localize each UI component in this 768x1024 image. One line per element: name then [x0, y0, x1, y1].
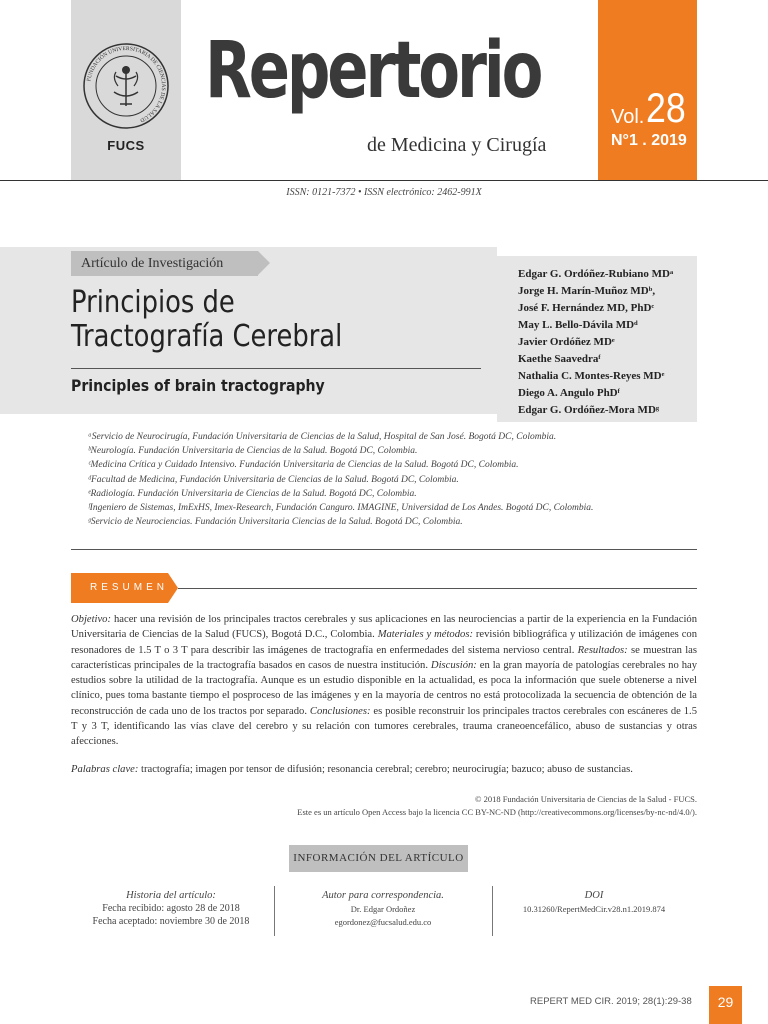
affiliation-item: ᵉRadiología. Fundación Universitaria de Ciencias de la Salud. Bogotá DC, Colombia.: [88, 488, 417, 499]
issue-number: N°1 . 2019: [611, 132, 687, 149]
affiliation-item: ᶜMedicina Crítica y Cuidado Intensivo. Fundación Universitaria de Ciencias de la Salud. Bogotá DC, Colombia.: [88, 460, 519, 471]
history-heading: Historia del artículo:: [126, 890, 216, 901]
correspondence-heading: Autor para correspondencia.: [322, 890, 444, 901]
volume-number: 28: [646, 84, 686, 131]
author-item: Edgar G. Ordóñez-Mora MDᵍ: [518, 404, 660, 416]
doi-column: [494, 890, 694, 916]
keywords-label: Palabras clave:: [71, 764, 139, 775]
copyright-block: [297, 793, 697, 819]
header-divider: [0, 180, 768, 181]
page-number: 29: [709, 986, 742, 1024]
author-list: [518, 266, 673, 419]
journal-title: Repertorio: [205, 26, 541, 116]
issn: ISSN: 0121-7372 • ISSN electrónico: 2462-991X: [286, 187, 482, 198]
doi-value[interactable]: 10.31260/RepertMedCir.v28.n1.2019.874: [522, 903, 666, 914]
discusion-text: en la gran mayoría de patologías cerebrales no hay estudios sobre la utilidad de la tractografía. Aunque es un estudio disponible en la actualidad, es poca la información que suele obtenerse a nivel clínico, pues toma bastante tiempo el posproceso de las imágenes y en la mayoría de centros no está protocolizada la secuencia de obtención de la reconstrucción de cada uno de los tractos por separado.: [71, 659, 697, 717]
resultados-text: se muestran las características principales de la tractografía basados en casos de nuestra institución.: [71, 644, 697, 671]
objetivo-text: hacer una revisión de los principales tractos cerebrales y sus aplicaciones en las neurociencias a partir de la experiencia en la Fundación Universitaria de Ciencias de la Salud (FUCS), Bogotá D.C., Colombia.: [71, 614, 697, 641]
affiliation-item: ᵈFacultad de Medicina, Fundación Universitaria de Ciencias de la Salud. Bogotá DC, Colombia.: [88, 474, 459, 485]
article-title-line2: Tractografía Cerebral: [71, 319, 343, 354]
affiliation-item: ᵇNeurología. Fundación Universitaria de Ciencias de la Salud. Bogotá DC, Colombia.: [88, 446, 418, 457]
correspondence-name: Dr. Edgar Ordoñez: [350, 903, 416, 914]
materiales-label: Materiales y métodos:: [377, 629, 473, 641]
article-title: [71, 286, 475, 354]
affiliation-item: ᵍServicio de Neurociencias. Fundación Universitaria Ciencias de la Salud. Bogotá DC, Colombia.: [88, 517, 463, 528]
logo-label: FUCS: [107, 138, 145, 153]
resumen-divider: [178, 588, 697, 589]
author-item: May L. Bello-Dávila MDᵈ: [518, 319, 638, 331]
affiliation-divider: [71, 549, 697, 550]
abstract-text: [71, 612, 697, 750]
article-subtitle: Principles of brain tractography: [71, 376, 325, 395]
received-date: Fecha recibido: agosto 28 de 2018: [102, 902, 240, 914]
license-text[interactable]: Este es un artículo Open Access bajo la licencia CC BY-NC-ND (http://creativecommons.org/licenses/by-nc-nd/4.0/).: [297, 807, 697, 817]
copyright-text: © 2018 Fundación Universitaria de Ciencias de la Salud - FUCS.: [475, 794, 697, 804]
author-item: Diego A. Angulo PhDᶠ: [518, 387, 620, 399]
conclusiones-label: Conclusiones:: [309, 705, 371, 717]
article-title-line1: Principios de: [71, 285, 235, 320]
column-divider: [274, 886, 275, 936]
affiliation-item: ᵃServicio de Neurocirugía, Fundación Universitaria de Ciencias de la Salud, Hospital de San José. Bogotá DC, Colombia.: [88, 432, 557, 442]
keywords: [71, 764, 697, 775]
author-item: Edgar G. Ordóñez-Rubiano MDᵃ: [518, 268, 674, 280]
journal-subtitle: de Medicina y Cirugía: [367, 134, 547, 156]
footer-citation: REPERT MED CIR. 2019; 28(1):29-38: [530, 996, 692, 1007]
author-item: Javier Ordóñez MDᵉ: [518, 336, 615, 348]
author-item: Nathalia C. Montes-Reyes MDᵉ: [518, 370, 665, 382]
article-type-tag: Artículo de Investigación: [71, 251, 258, 276]
discusion-label: Discusión:: [430, 659, 477, 671]
affiliation-list: [88, 430, 593, 529]
conclusiones-text: es posible reconstruir los principales tractos cerebrales con escáneres de 1.5 T y 3 T, identificando las vías clave del cerebro y su relación con tumores cerebrales, trauma craneoencefálico, abuso de sustancias y otras afecciones.: [71, 705, 697, 748]
resumen-tag: RESUMEN: [71, 573, 168, 603]
university-seal-icon: [82, 42, 170, 130]
author-item: José F. Hernández MD, PhDᶜ: [518, 302, 655, 314]
title-divider: [71, 368, 481, 369]
author-item: Jorge H. Marín-Muñoz MDᵇ,: [518, 285, 656, 297]
correspondence-column: [276, 890, 490, 928]
column-divider: [492, 886, 493, 936]
doi-heading: DOI: [584, 890, 604, 901]
article-info-tag: INFORMACIÓN DEL ARTÍCULO: [289, 845, 468, 872]
correspondence-email[interactable]: egordonez@fucsalud.edu.co: [334, 916, 432, 927]
keywords-text: tractografía; imagen por tensor de difusión; resonancia cerebral; cerebro; neurocirugía; bazuco; abuso de sustancias.: [138, 764, 633, 775]
affiliation-item: ᶠIngeniero de Sistemas, ImExHS, Imex-Research, Fundación Canguro. IMAGINE, Universidad de Los Andes. Bogotá DC, Colombia.: [88, 502, 594, 513]
author-item: Kaethe Saavedraᶠ: [518, 353, 601, 365]
accepted-date: Fecha aceptado: noviembre 30 de 2018: [92, 915, 250, 927]
materiales-text: revisión bibliográfica y utilización de imágenes con resonadores de 1.5 T o 3 T para describir las imágenes de tractografía en enfermedades del sistema nervioso central.: [71, 629, 697, 656]
seal-ring-text: FUNDACIÓN UNIVERSITARIA DE CIENCIAS DE LA SALUD: [86, 45, 167, 123]
objetivo-label: Objetivo:: [71, 614, 112, 625]
volume-label: Vol.: [611, 106, 645, 128]
resultados-label: Resultados:: [577, 644, 628, 656]
history-column: [71, 890, 271, 928]
